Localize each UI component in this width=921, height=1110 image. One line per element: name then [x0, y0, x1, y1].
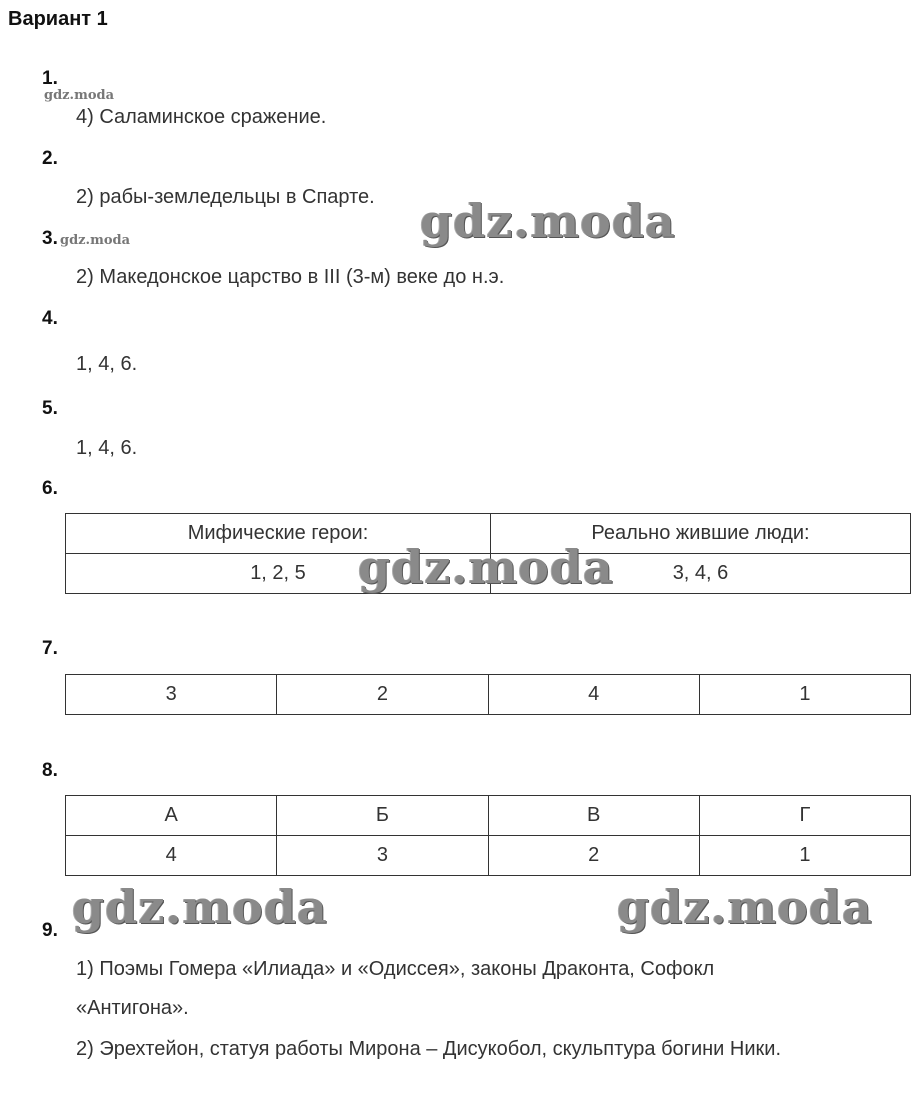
- question-8-number: 8.: [42, 760, 58, 781]
- question-3-number: 3.: [42, 228, 58, 249]
- table-cell: 4: [488, 675, 699, 715]
- table-cell: 2: [488, 836, 699, 876]
- watermark: [617, 880, 873, 934]
- question-4-number: 4.: [42, 308, 58, 329]
- question-9-answer-line-3: 2) Эрехтейон, статуя работы Мирона – Дисукобол, скульптура богини Ники.: [76, 1038, 781, 1060]
- watermark-small: gdz.moda: [60, 233, 131, 248]
- question-6-number: 6.: [42, 478, 58, 499]
- table-row: [66, 836, 911, 876]
- page-title: Вариант 1: [8, 8, 108, 30]
- table-header-cell: А: [66, 796, 277, 836]
- table-cell: 4: [66, 836, 277, 876]
- table-cell: 3: [66, 675, 277, 715]
- table-row: [66, 675, 911, 715]
- question-9-answer-line-1: 1) Поэмы Гомера «Илиада» и «Одиссея», законы Драконта, Софокл: [76, 958, 715, 980]
- watermark-text: gdz.moda: [420, 194, 676, 248]
- table-cell: 1: [699, 675, 910, 715]
- question-7-table: [65, 674, 911, 715]
- table-cell: 1: [699, 836, 910, 876]
- watermark: [358, 540, 614, 594]
- question-2-answer: 2) рабы-земледельцы в Спарте.: [76, 186, 375, 208]
- table-header-cell: Г: [699, 796, 910, 836]
- question-4-answer: 1, 4, 6.: [76, 353, 138, 375]
- table-header-cell: В: [488, 796, 699, 836]
- table-cell: 3: [277, 836, 488, 876]
- watermark: [72, 880, 328, 934]
- question-9-number: 9.: [42, 920, 58, 941]
- table-header-cell: Реально жившие люди:: [491, 514, 911, 554]
- question-9-answer-line-2: «Антигона».: [76, 997, 189, 1019]
- question-5-answer: 1, 4, 6.: [76, 437, 138, 459]
- question-5-number: 5.: [42, 398, 58, 419]
- question-8-table: [65, 795, 911, 876]
- question-1-answer: 4) Саламинское сражение.: [76, 106, 327, 128]
- watermark-small: gdz.moda: [44, 88, 115, 103]
- table-cell-value: 1, 2, 5: [250, 562, 306, 584]
- question-1-number: 1.: [42, 68, 58, 89]
- table-cell: 2: [277, 675, 488, 715]
- watermark-text: gdz.moda: [617, 880, 873, 934]
- question-2-number: 2.: [42, 148, 58, 169]
- table-row: [66, 796, 911, 836]
- watermark-text: gdz.moda: [72, 880, 328, 934]
- watermark: [420, 194, 676, 248]
- table-header-cell: Б: [277, 796, 488, 836]
- question-3-answer: 2) Македонское царство в III (3-м) веке до н.э.: [76, 266, 505, 288]
- watermark-text: gdz.moda: [358, 540, 614, 594]
- question-7-number: 7.: [42, 638, 58, 659]
- table-cell-value: 3, 4, 6: [672, 562, 729, 584]
- table-header-cell: Мифические герои:: [66, 514, 491, 554]
